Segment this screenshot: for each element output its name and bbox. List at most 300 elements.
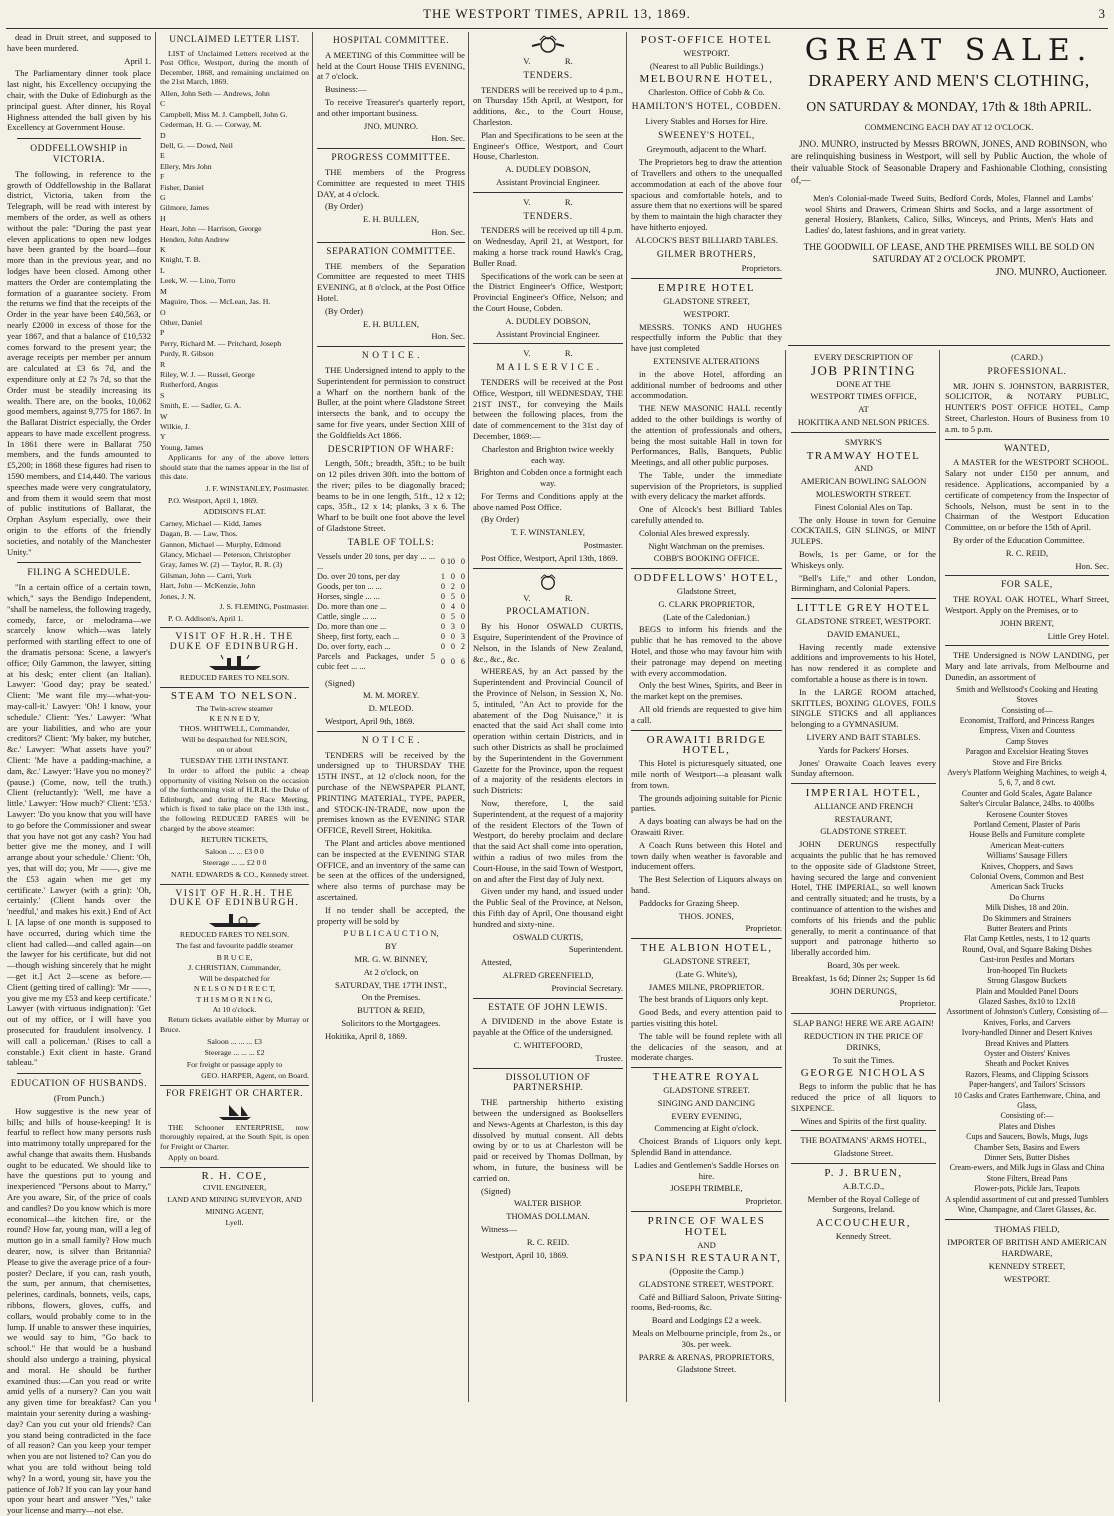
column-1 [4,32,154,1516]
toll-amount: 2 [450,581,455,591]
ad-body: To suit the Times. [832,1054,895,1065]
dateline: Hokitika, April 8, 1869. [325,1030,408,1041]
article-body: The following, in reference to the growth of Oddfellowship in the Ballarat district, Victoria, taken from the Telegraph, will be read with interest by members of the order, as well as others without the pale: "During the past year eleven applications to open new lodges have been granted by the board—four more than in the previous year, and no lodges have been closed. Among other matters the Order are contemplating the formation of a guarantee society. From the returns we find that the receipts of the Order in the year have been £40,563, or nearly £2000 in excess of those for the year 1867, and that a balance of £10,532 comes forward to the present year; the average receipts per member per annum are calculated at £3 6s 7d, and the expenditure only at £2 7s 7d, so that the Order must be steadily increasing its wealth. There are, on the books, 10,062 good members, against 9,775 for 1867. In the Ballarat District especially, the Order appears to have made excellent progress. In 1861 there were in Ballarat 750 members, and the funds amounted to £5,200; in 1868 these figures had risen to 1590 members, and £14,440. The various speeches made were very congratulatory, and from them it would seem that most of public institutions of Ballarat, the Orphan Asylum especially, owe their origin to the efforts of the friendly societies, and notably of the Manchester Unity." [7,168,151,557]
signature-title: Hon. Sec. [431,226,465,237]
ad-body: Good Beds, and every attention paid to parties visiting this hotel. [631,1007,782,1028]
ad-body: In the LARGE ROOM attached, SKITTLES, BOXING GLOVES, FOILS SINGLE STICKS and all appliances belonging to a GYMNASIUM. [791,686,936,730]
signature: J. S. FLEMING, Postmaster. [219,602,309,611]
letter-list-entry: Young, James [160,442,204,452]
toll-amount: 0 [440,656,445,666]
toll-amount: 0 [460,581,465,591]
ad-heading: PROCLAMATION. [506,607,590,618]
toll-amount: 5 [450,611,455,621]
tolls-row [317,612,465,622]
divider [631,278,782,279]
ad-body: JOHN DERUNGS respectfully acquaints the public that he has removed to the opposite side of Gladstone Street, having secured the large and convenient Hotel, THE IMPERIAL, so well known and centrally situated; and he trusts, by a continuance of attention to the wishes and comforts of his friends and the public generally, to merit a continuance of that support and patronage hitherto so liberally accorded him. [791,839,936,958]
ad-body: The grounds adjoining suitable for Picnic parties. [631,792,782,814]
ad-body: THE Undersigned is NOW LANDING, per Mary and late arrivals, from Melbourne and Dunedin, an assortment of [945,650,1109,682]
goods-item: Glazed Sashes, 8x10 to 12x18 [978,996,1076,1006]
ad-heading: N O T I C E . [361,351,421,362]
ad-subheading: REDUCTION IN THE PRICE OF DRINKS, [803,1031,924,1052]
ad-body: AT [858,404,869,415]
ad-heading: SEPARATION COMMITTEE. [326,246,456,257]
ad-heading: TENDERS. [523,211,573,222]
ad-heading: FOR FREIGHT OR CHARTER. [165,1088,304,1099]
article-heading: FILING A SCHEDULE. [27,568,131,579]
signature: THOS. JONES, [679,910,734,921]
divider [473,192,623,193]
divider [791,1013,936,1014]
ad-body: THE members of the Progress Committee are requested to meet THIS DAY, at 4 o'clock. [317,166,465,199]
ad-body: A MASTER for the WESTPORT SCHOOL. Salary not under £150 per annum, and residence. Applications, accompanied by a certificate of competency from the Inspector of Schools, Nelson, must be sent in to the Chairman of the Westport Education Committee, on or before the 15th of April. [945,457,1109,533]
ad-subheading: LIVERY AND BAIT STABLES. [806,731,921,742]
ad-heading: VISIT OF H.R.H. THE DUKE OF EDINBURGH. [169,631,300,652]
tolls-row [317,552,465,572]
addison-list-entry: Gilsman, John — Carri, York [160,570,252,580]
ad-heading: VISIT OF H.R.H. THE DUKE OF EDINBURGH. [169,887,300,909]
tolls-row [317,582,465,592]
addison-list [160,519,309,602]
divider [631,938,782,939]
ad-heading: N O T I C E . [361,735,421,746]
ad-body: Commencing at Eight o'clock. [654,1123,759,1134]
ad-body: Gladstone Street. [676,1364,737,1375]
ad-body: EVERY EVENING, [671,1110,742,1121]
letter-list-entry: K [160,245,166,255]
ad-heading: ESTATE OF JOHN LEWIS. [488,1002,608,1013]
ad-body: TENDERS will be received at the Post Office, Westport, till WEDNESDAY, THE 21ST INST., for conveying the Mails between the following places, from the date of commencement to the 31st day of December, 1869:— [473,376,623,441]
ad-heading: TRAMWAY HOTEL [806,449,921,462]
goods-item: Chamber Sets, Basins and Ewers [974,1142,1080,1152]
ad-body: AND [697,1239,716,1250]
goods-item: Kerosene Counter Stoves [986,809,1068,819]
ad-subheading: SATURDAY, THE 17TH INST., [335,979,447,990]
column-rule [939,350,940,1402]
ad-subheading: MR. G. W. BINNEY, [354,954,428,964]
goods-item: Paper-hangers', and Tailors' Scissors [968,1080,1086,1090]
ad-body: GLADSTONE STREET, [663,295,750,306]
goods-item: Round, Oval, and Square Baking Dishes [962,944,1092,954]
letter-list-entry: Maguire, Thos. — McLean, Jas. H. [160,297,271,307]
ad-body: One of Alcock's best Billiard Tables carefully attended to. [631,504,782,526]
goods-item: Economist, Trafford, and Princess Ranges [959,715,1095,725]
goods-item: Flower-pots, Pickle Jars, Teapots [974,1184,1080,1194]
goods-item: Camp Stoves [1005,736,1049,746]
goods-item: Cast-iron Pestles and Mortars [979,955,1075,965]
ad-body: (By Order) [481,514,519,525]
tolls-row [317,602,465,612]
column-6 [788,352,939,1402]
ad-body: If no tender shall be accepted, the property will be sold by [317,904,465,926]
ad-subheading: ALLIANCE AND FRENCH [813,800,914,811]
page-number: 3 [1098,6,1106,21]
signature-title: Proprietors. [741,263,782,274]
ad-body: BEGS to inform his friends and the public that he has removed to the above Hotel, and those who may favour him with their patronage may depend on meeting with every accommodation. [631,624,782,678]
toll-amount: 10 [446,556,455,566]
letter-list-entry: L [160,265,165,275]
ad-body: Night Watchman on the premises. [648,540,765,551]
letter-list [160,89,309,453]
ad-subheading: REDUCED FARES TO NELSON. [179,673,290,683]
ad-body: The Plant and articles above mentioned can be inspected at the EVENING STAR OFFICE, and an inventory of the same can be seen at the offices of the undersigned, where also terms of purchase may be ascertained. [317,838,465,903]
divider [791,598,936,599]
ad-body: TENDERS will be received up to 4 p.m., on Thursday 15th April, at Westport, for additions, &c., to the Court House, Charleston. [473,84,623,127]
fare-line: Saloon ... ... £3 0 0 [205,846,264,856]
ad-body: Now, therefore, I, the said Superintendent, at the request of a majority of the resident Electors of the Town of Westport, do hereby proclaim and declare that the said Act shall come into operation, within a radius of two miles from the Court-House, in the said Town of Westport, on and after the First day of July next. [473,798,623,884]
signature-title: Hon. Sec. [1075,560,1109,571]
goods-item: Oyster and Oisters' Knives [984,1048,1070,1058]
letter-list-entry: W [160,411,168,421]
ad-heading: JOB PRINTING [810,362,917,378]
ad-body: THE Schooner ENTERPRISE, now thoroughly repaired, at the South Spit, is open for Freight or Charter. [160,1122,309,1151]
toll-item: Sheep, first forty, each ... [317,631,399,641]
article-body: How suggestive is the new year of bills; and bills of house-keeping! It is fearful to reflect how many persons rush into matrimony totally unprepared for the awful change that awaits them. Husbands ought to be educated. We should like to have the questions put to young and inexperienced "Persons about to Marry," Are you aware, Sir, of the price of coals and candles? Do you know which is more economical—the kitchen fire, or the round? How far, young man, will a leg of mutton go in a small family? How much dearer, now, is silver than Britannia? Please to give the average price of a four-poster? Declare, if you can, rash youth, the sum, per annum, that chemisettes, pelerines, cardinals, bonnets, veils, caps, ribbons, flowers, gloves, cuffs, and collars, would probably come to in the lump. If unable to answer these inquiries, we would say to him, "Go back to school." He that would be a husband should also undergo a training, physical and moral. He should be further examined thus:—Can you read or write amid yells of a nursery? Can you wait any given time for breakfast? Can you maintain your serenity during a washing-day? Can you cut your old friends? Can you stand being contradicted in the face of all reason? Can you keep your temper when you are not listened to? Can you do what you are told without being told why? In a word, young sir, have you the patience of Job? If you can lay your hand upon your heart and answer "Yes," take your license and marry—not else. [7,1105,151,1516]
fare-line: Steerage ... ... ... £2 [204,1048,265,1058]
goods-item: Dinner Sets, Butter Dishes [984,1153,1070,1162]
column-rule [155,32,156,1402]
ad-body: Length, 50ft.; breadth, 35ft.; to be built on 12 piles driven 30ft. into the bottom of the river; piles to be diagonally braced; beams to be in one length, 51ft., 12 x 12; caps, 35ft., 12 x 14; planks, 3 x 6. The Wharf to be built one foot above the level of Gladstone Street. [317,458,465,534]
ad-subheading: KENNEDY STREET, [988,1260,1066,1271]
column-rule [312,32,313,1402]
ad-body: HOKITIKA AND NELSON PRICES. [797,416,930,427]
ad-body: GLADSTONE STREET, WESTPORT. [639,1278,774,1289]
ad-body: Business:— [325,84,367,95]
goods-item: Plain and Moulded Panel Doors [975,986,1079,996]
column-rule [626,32,627,1402]
ad-body: "Bell's Life," and other London, Birmingham, and Colonial Papers. [791,572,936,594]
divider [473,1068,623,1069]
ad-body: (CARD.) [1011,352,1043,362]
vr-mark: V. R. [523,196,573,207]
ad-body: THE members of the Separation Committee are requested to meet THIS EVENING, at 8 o'clock, at the Post Office Hotel. [317,260,465,303]
signature: D. M'LEOD. [368,703,414,714]
goods-item: Knives, Choppers, and Saws [981,861,1073,871]
letter-list-entry: Fisher, Daniel [160,182,204,192]
toll-amount: 0 [440,641,445,651]
ad-body: Return tickets available either by Murray or Bruce. [160,1015,309,1034]
ad-body: For freight or passage apply to [186,1059,283,1069]
toll-amount: 0 [450,571,455,581]
signature: JOHN DERUNGS, [830,985,897,996]
signature: JNO. MUNRO, Auctioneer. [995,266,1107,278]
goods-list [945,685,1109,1216]
ad-body: This Hotel is picturesquely situated, one mile north of Westport—a pleasant walk from town. [631,758,782,790]
goods-item: Salter's Circular Balance, 24lbs. to 400lbs [959,799,1095,809]
signature: T. F. WINSTANLEY, [511,527,585,538]
ad-body: Jones' Orawaite Coach leaves every Sunday afternoon. [791,757,936,779]
toll-item: Do. more than one ... [317,601,387,611]
ad-heading: DISSOLUTION OF PARTNERSHIP. [505,1072,591,1094]
ad-body: JAMES MILNE, PROPRIETOR. [648,981,765,992]
ad-body: Paddocks for Grazing Sheep. [639,897,740,908]
divider [945,1219,1109,1220]
toll-amount: 0 [440,621,445,631]
goods-item: American Meat-cutters [990,840,1064,850]
signature-title: Proprietor. [899,998,936,1009]
ad-body: WESTPORT. [683,47,730,58]
letter-list-entry: H [160,213,166,223]
ad-body: A.B.T.C.D., [842,1180,885,1191]
ad-body: For Terms and Conditions apply at the above named Post Office. [473,490,623,512]
tolls-row [317,592,465,602]
divider [317,148,465,149]
goods-item: Plates and Dishes [998,1121,1056,1131]
ad-body: Charleston. Office of Cobb & Co. [648,87,765,98]
ad-body: THE partnership hitherto existing between the undersigned as Booksellers and News-Agents at Charleston, is this day dissolved by mutual consent. All debts owing by or to us at Charleston will be paid or received by Thomas Dollman, by whom, in future, the business will be carried on. [473,1097,623,1183]
ad-body: GLADSTONE STREET. [663,1084,750,1095]
ad-subheading: WESTPORT TIMES OFFICE, [810,391,917,402]
ad-body: Board, 30s per week. [827,960,900,971]
ad-body: The Proprietors beg to draw the attention of Travellers and others to the unequalled accommodation at each of the above four spacious and comfortable hotels, and to assure them that no exertions will be spared by them to maintain the high character they have hitherto enjoyed. [631,157,782,232]
ad-body: Charleston and Brighton twice weekly each way. [481,443,615,465]
toll-item: Cattle, single ... ... [317,611,377,621]
dateline: Westport, April 10, 1869. [481,1249,569,1260]
bruce-lines [160,953,309,1015]
letter-list-entry: Ellery, Mrs John [160,161,212,171]
ad-body: THE ROYAL OAK HOTEL, Wharf Street, Westport. Apply on the Premises, or to [945,594,1109,615]
great-sale-ad [788,32,1110,348]
ad-body: AND [854,463,873,474]
ad-heading: THE ALBION HOTEL, [640,942,773,955]
ad-heading: SPANISH RESTAURANT, [631,1252,782,1265]
signature: JOSEPH TRIMBLE, [670,1183,743,1194]
signature: E. H. BULLEN, [362,214,420,225]
goods-item: Iron-hooped Tin Buckets [987,965,1067,975]
ad-body: THE Undersigned intend to apply to the Superintendent for permission to construct a Wharf on the northern bank of the Buller, at the point where Gladstone Street intersects the bank, and to occupy the same for five years, under Section XIII of the Goldfields Act 1866. [317,364,465,440]
letter-list-entry: D [160,130,166,140]
vr-mark: V. R. [523,592,573,603]
fare-line: Saloon ... ... ... £3 [207,1036,262,1046]
dateline: Post Office, Westport, April 13th, 1869. [481,552,618,563]
goods-item: Do Skimmers and Strainers [982,913,1072,923]
steam-line: Will be despatched for NELSON, [181,734,288,744]
ad-heading: POST-OFFICE HOTEL [640,34,773,46]
goods-item: Razors, Fleams, and Clipping Scissors [965,1069,1089,1079]
divider [160,687,309,688]
article-heading: EDUCATION OF HUSBANDS. [10,1079,148,1090]
divider [17,562,141,563]
signature-title: Postmaster. [583,540,623,551]
column-2 [157,32,312,1402]
ad-body: (Signed) [481,1185,511,1196]
toll-amount: 6 [460,656,465,666]
ad-heading: ACCOUCHEUR, [815,1217,912,1230]
goods-item: Stone Filters, Bread Pans [986,1173,1068,1183]
letter-list-entry: F [160,172,165,182]
ad-subheading: SINGING AND DANCING [657,1097,756,1108]
ad-body: DONE AT THE [836,378,891,389]
ad-body: (Late of the Caledonian.) [663,611,750,622]
signature: E. H. BULLEN, [362,318,420,329]
column-3 [314,32,468,1402]
ad-body: G. CLARK PROPRIETOR, [658,598,755,609]
ad-body: EVERY DESCRIPTION OF [814,352,913,362]
ad-body: (Opposite the Camp.) [669,1266,744,1277]
divider [317,242,465,243]
letter-list-entry: Riley, W. J. — Russel, George [160,369,255,379]
ad-body: A Coach Runs between this Hotel and town daily when weather is favorable and inducement offers. [631,839,782,872]
signature: M. M. MOREY. [363,690,419,701]
ad-body: (Late G. White's), [675,968,738,979]
bruce-line: Will be despatched for [199,973,270,983]
ad-subheading: DESCRIPTION OF WHARF: [327,444,455,455]
ad-heading: FOR SALE, [1001,580,1053,591]
letter-list-entry: C [160,99,166,109]
schooner-icon [215,1103,255,1121]
ad-body: GLADSTONE STREET. [820,826,907,837]
goods-item: Wine, Champagne, and Claret Glasses, &c. [957,1205,1097,1215]
toll-item: Horses, single ... ... [317,591,380,601]
ad-body: The fast and favourite paddle steamer [175,941,294,951]
masthead-title: THE WESTPORT TIMES, APRIL 13, 1869. [423,6,691,21]
toll-item: Goods, per ton ... ... [317,581,382,591]
divider [17,138,141,139]
paragraph: dead in Druit street, and supposed to have been murdered. [7,32,151,53]
ad-body: (Nearest to all Public Buildings.) [649,60,764,71]
letter-list-entry: Cederman, H. G. — Corway, M. [160,120,262,130]
bruce-line: B R U C E, [216,952,253,962]
addison-list-entry: Gannon, Michael — Murphy, Edmond [160,539,281,549]
ad-body: The best brands of Liquors only kept. [639,994,769,1005]
letter-list-entry: M [160,286,167,296]
goods-item: Consisting of— [1001,705,1053,715]
addison-list-entry: Dagan, B. — Law, Thos. [160,529,238,539]
signature: R. C. REID. [526,1236,570,1247]
goods-item: 10 Casks and Crates Earthenware, China, and Glass, [953,1090,1101,1110]
ad-body: Specifications of the work can be seen at the District Engineer's Office, Westport; Provincial Engineer's Office, Nelson; and the Court House, Cobden. [473,270,623,313]
ad-subheading: ADDISON'S FLAT. [203,507,266,517]
ad-body: MOLESWORTH STREET. [815,488,912,499]
signature-title: Assistant Provincial Engineer. [496,328,600,339]
goods-item: American Sack Trucks [990,882,1064,892]
ad-body: Finest Colonial Ales on Tap. [814,501,913,512]
ad-body: Apply on board. [168,1153,219,1163]
ad-body: WESTPORT. [683,308,730,319]
divider [945,439,1109,440]
signature: C. WHITEFOORD, [513,1039,583,1050]
toll-item: Do. over forty, each ... [317,641,391,651]
signature: PARRE & ARENAS, PROPRIETORS, [638,1351,775,1362]
divider [945,645,1109,646]
toll-amount: 3 [450,621,455,631]
ad-subheading: TABLE OF TOLLS: [347,537,435,548]
goods-item: Ivory-handled Dinner and Desert Knives [961,1028,1093,1038]
signature: THOMAS DOLLMAN. [506,1211,590,1222]
ad-body: JNO. MUNRO, instructed by Messrs BROWN, JONES, AND ROBINSON, who are relinquishing business in Westport, will sell by Public Auction, the whole of their valuable Stock of Seasonable Drapery and Fashionable Clothing, consisting of,— [791,139,1107,186]
steam-line: on or about [216,745,253,755]
ad-body: WESTPORT. [1003,1273,1051,1284]
toll-amount: 0 [440,556,445,566]
ad-body: By his Honor OSWALD CURTIS, Esquire, Superintendent of the Province of Nelson, in the Islands of New Zealand, &c., &c., &c. [473,621,623,664]
tolls-table [317,552,465,672]
goods-item: Counter and Gold Scales, Agate Balance [961,788,1093,798]
divider [473,568,623,569]
toll-amount: 5 [450,591,455,601]
letter-list-entry: E [160,151,165,161]
ad-subheading: AMERICAN BOWLING SALOON [800,476,927,487]
toll-amount: 3 [460,631,465,641]
goods-item: Smith and Wellstood's Cooking and Heating Stoves [956,684,1098,705]
vr-mark: V. R. [523,348,573,359]
bruce-line: J. CHRISTIAN, Commander, [188,963,281,973]
toll-amount: 0 [450,656,455,666]
vr-mark: V. R. [523,56,573,66]
toll-amount: 0 [460,571,465,581]
article-body: "In a certain office of a certain town, which," says the Bendigo Independent, "shall be nameless, the following tragedy, comedy, farce, or melodrama—we scarcely know which—was lately performed with startling effect to one of the dramatis persona: Scene, a lawyer's office; Oily Gammon, the lawyer, sitting at his desk; enter client (an Italian). Lawyer: 'Good day; pray be seated.' Client: 'Me want file my—what-you-may-call-it.' Lawyer: 'Oh! I know, your schedule.' Client: 'Yes.' Lawyer: 'What are your liabilities, and who are your creditors?' Client: 'My baker, my butcher, &c.' Lawyer: 'What assets have you?' Client: 'Me have a padding-machine, a dam, &c.' Lawyer: 'Have you no money?' (pause.) (Come, now, tell the truth.) Client (reluctantly): 'Well, me have a little.' Lawyer: 'How much?' Client: '£53.' Lawyer: 'Do you know that you will have to go before the Commissioner and swear that you have not got any cash? You had better give me the money, and I will arrange about your schedule.' Client: 'Oh, yes, that will do; you, Mr ——, give me the £53 again when me get my certificate.' Lawyer (with a grin): 'Oh, certainly.' (Client hands over the 'needful,' and makes his exit.) End of Act I. [A lapse of one month is supposed to have occurred, during which time the client had called—and called again—on the lawyer for his certificate, but did not—though wishing sincerely that he might—get it.] Act 2—scene as before.—Client (getting tired of calling): 'Mr ——, you give me my £53 and keep certificate.' Lawyer (with virtuous indignation): 'Get out of my office, or I will have you prosecuted for fraudulent insolvency. I will call a policeman.' (Rises to call a constable.) Exit client in haste. Grand tableau." [7,582,151,1068]
divider [631,730,782,731]
steam-line: K E N N E D Y, [209,713,260,723]
signature-title: Assistant Provincial Engineer. [496,176,600,187]
ad-body: Brighton and Cobden once a fortnight each way. [473,467,623,489]
steamship-icon [205,653,265,671]
ad-body: To receive Treasurer's quarterly report, and other important business. [317,96,465,118]
ad-subheading: DAVID EMANUEL, [827,628,900,639]
tolls-row [317,632,465,642]
royal-crest-icon [528,34,568,54]
toll-amount: 1 [440,571,445,581]
goods-item: Milk Dishes, 18 and 20in. [985,903,1069,913]
ad-body: (By Order) [325,201,363,212]
ad-body: Breakfast, 1s 6d; Dinner 2s; Supper 1s 6d [791,972,936,983]
ad-heading: THEATRE ROYAL [652,1071,761,1084]
signature: THOMAS FIELD, [994,1224,1060,1235]
signature: GEO. HARPER, Agent, on Board. [201,1071,309,1081]
goods-item: Portland Cement, Plaster of Paris [973,820,1081,829]
ad-body: Gladstone Street. [833,1148,894,1159]
letter-list-entry: Dell, G. — Dowd, Neil [160,141,233,150]
ad-heading: PROFESSIONAL. [987,366,1067,377]
goods-item: Strong Glasgow Buckets [987,976,1067,986]
tolls-row [317,652,465,672]
toll-amount: 0 [460,621,465,631]
ad-subheading: THE BOATMANS' ARMS HOTEL, [800,1135,927,1146]
ad-body: By order of the Education Committee. [953,534,1085,545]
letter-list-entry: R [160,359,166,369]
goods-item: Cups and Saucers, Bowls, Mugs, Jugs [966,1132,1088,1142]
ad-body: Given under my hand, and issued under the Public Seal of the Province, at Nelson, this Fifth day of April, One thousand eight hundred and sixty-nine. [473,886,623,929]
goods-item: Colonial Ovens, Common and Best [970,872,1084,882]
ad-body: Solicitors to the Mortgagees. [341,1017,441,1028]
ad-heading: TENDERS. [523,70,573,81]
goods-item: Empress, Vixen and Countess [979,726,1075,736]
letter-list-entry: Heart, John — Harrison, George [160,224,262,234]
royal-crest-icon [528,573,568,591]
ad-body: Having recently made extensive additions and improvements to his Hotel, has now rendered it as complete and comfortable a house as there is in town. [791,641,936,684]
letter-list-entry: Perry, Richard M. — Pritchard, Joseph [160,338,282,348]
ad-heading: P. J. BRUEN, [824,1167,903,1179]
ad-heading: HAMILTON'S HOTEL, COBDEN. [631,101,782,112]
toll-item: Parcels and Packages, under 5 cubic feet ... ... [317,651,435,671]
ad-body: MESSRS. TONKS AND HUGHES respectfully inform the Public that they have just completed [631,321,782,354]
ad-body: The Best Selection of Liquors always on hand. [631,874,782,895]
ad-body: Meals on Melbourne principle, from 2s., or 30s. per week. [632,1328,781,1349]
signature: NATH. EDWARDS & CO., Kennedy street. [171,869,309,879]
ad-subheading: COBB'S BOOKING OFFICE. [653,553,760,564]
ad-body: MR. JOHN S. JOHNSTON, BARRISTER, SOLICITOR, & NOTARY PUBLIC, HUNTER'S POST OFFICE HOTEL, Camp Street, Charleston. Hours of Business from 10 a.m. to 5 p.m. [945,380,1109,434]
ad-body: Colonial Ales brewed expressly. [639,527,750,538]
divider [945,575,1109,576]
addison-list-entry: Hart, John — McKenzie, John [160,581,256,591]
sale-dates: ON SATURDAY & MONDAY, 17th & 18th APRIL. [806,99,1092,114]
toll-amount: 0 [460,591,465,601]
ad-subheading: REDUCED FARES TO NELSON. [179,929,290,939]
ad-body: THE NEW MASONIC HALL recently added to the other buildings is worthy of the attention of professionals and others, being the most suitable Hall in town for Performances, Balls, Banquets, Public Meetings, and all other public purposes. [631,403,782,468]
toll-amount: 0 [450,631,455,641]
toll-amount: 2 [460,641,465,651]
divider [631,1211,782,1212]
letter-list-entry: Leek, W. — Lino, Torro [160,276,236,286]
ad-body: Kennedy Street. [835,1230,892,1241]
